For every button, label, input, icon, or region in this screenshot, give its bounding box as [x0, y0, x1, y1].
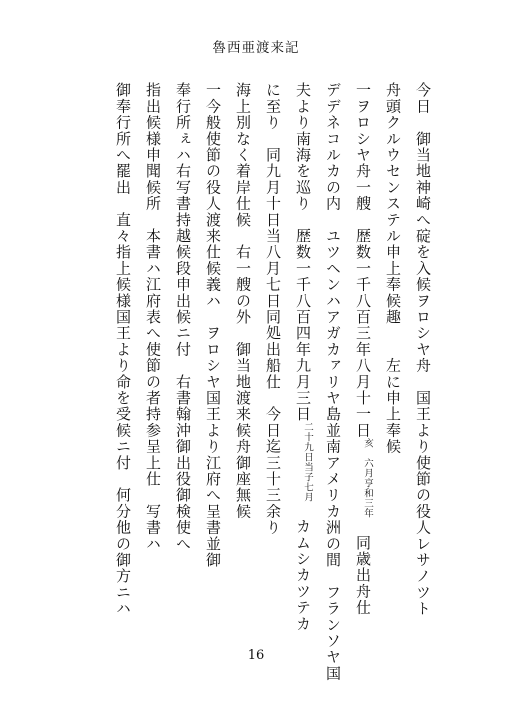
- warichu-note-1-right: 亨和三年: [362, 478, 373, 519]
- warichu-note-2: [302, 422, 312, 502]
- warichu-note-2-left: 二十九日: [302, 422, 313, 463]
- text-column-4: デデネコルカの内 ユツヘンハアガカァリヤ島並南アメリカ洲の間 フランソヤ国: [324, 82, 342, 682]
- document-title: 魯西亜渡来記: [212, 40, 300, 56]
- text-column-5: [292, 82, 314, 632]
- text-column-11: 御奉行所へ罷出 直々指上候様国王より命を受候ニ付 何分他の御方ニハ: [114, 82, 132, 617]
- text-column-6: に至り 同九月十日当八月七日同処出船仕 今日迄三十三余り: [264, 82, 282, 536]
- warichu-note-1-left: 亥 六月: [362, 438, 373, 479]
- text-column-3-tail: 同歳出舟仕: [354, 518, 372, 616]
- warichu-note-1: [362, 438, 372, 518]
- text-column-3: [352, 82, 374, 616]
- page-number: 16: [247, 648, 265, 663]
- text-column-2: 舟頭クルウセンステル申上奉候趣 左に申上奉候: [384, 82, 402, 455]
- text-column-9: 奉行所ぇハ右写書持越候段申出候ニ付 右書翰沖御出役御検使へ: [174, 82, 192, 552]
- text-column-5-main: 夫より南海を巡り 歴数一千八百四年九月三日: [294, 82, 312, 423]
- text-column-8: 一今般使節の役人渡来仕候義ハ ヲロシヤ国王より江府へ呈書並御: [204, 82, 222, 568]
- text-column-1: 今日 御当地神崎へ碇を入候ヲロシヤ舟 国王より使節の役人レサノツト: [414, 82, 432, 617]
- text-column-7: 海上別なく着岸仕候 右一艘の外 御当地渡来候舟御座無候: [234, 82, 252, 520]
- warichu-note-2-right: 当子七月: [302, 462, 313, 503]
- text-column-10: 指出候様申聞候所 本書ハ江府表へ使節の者持参呈上仕 写書ハ: [144, 82, 162, 552]
- text-column-3-main: 一ヲロシヤ舟一艘 歴数一千八百三年八月十一日: [354, 82, 372, 439]
- text-column-5-tail: カムシカツテカ: [294, 502, 312, 632]
